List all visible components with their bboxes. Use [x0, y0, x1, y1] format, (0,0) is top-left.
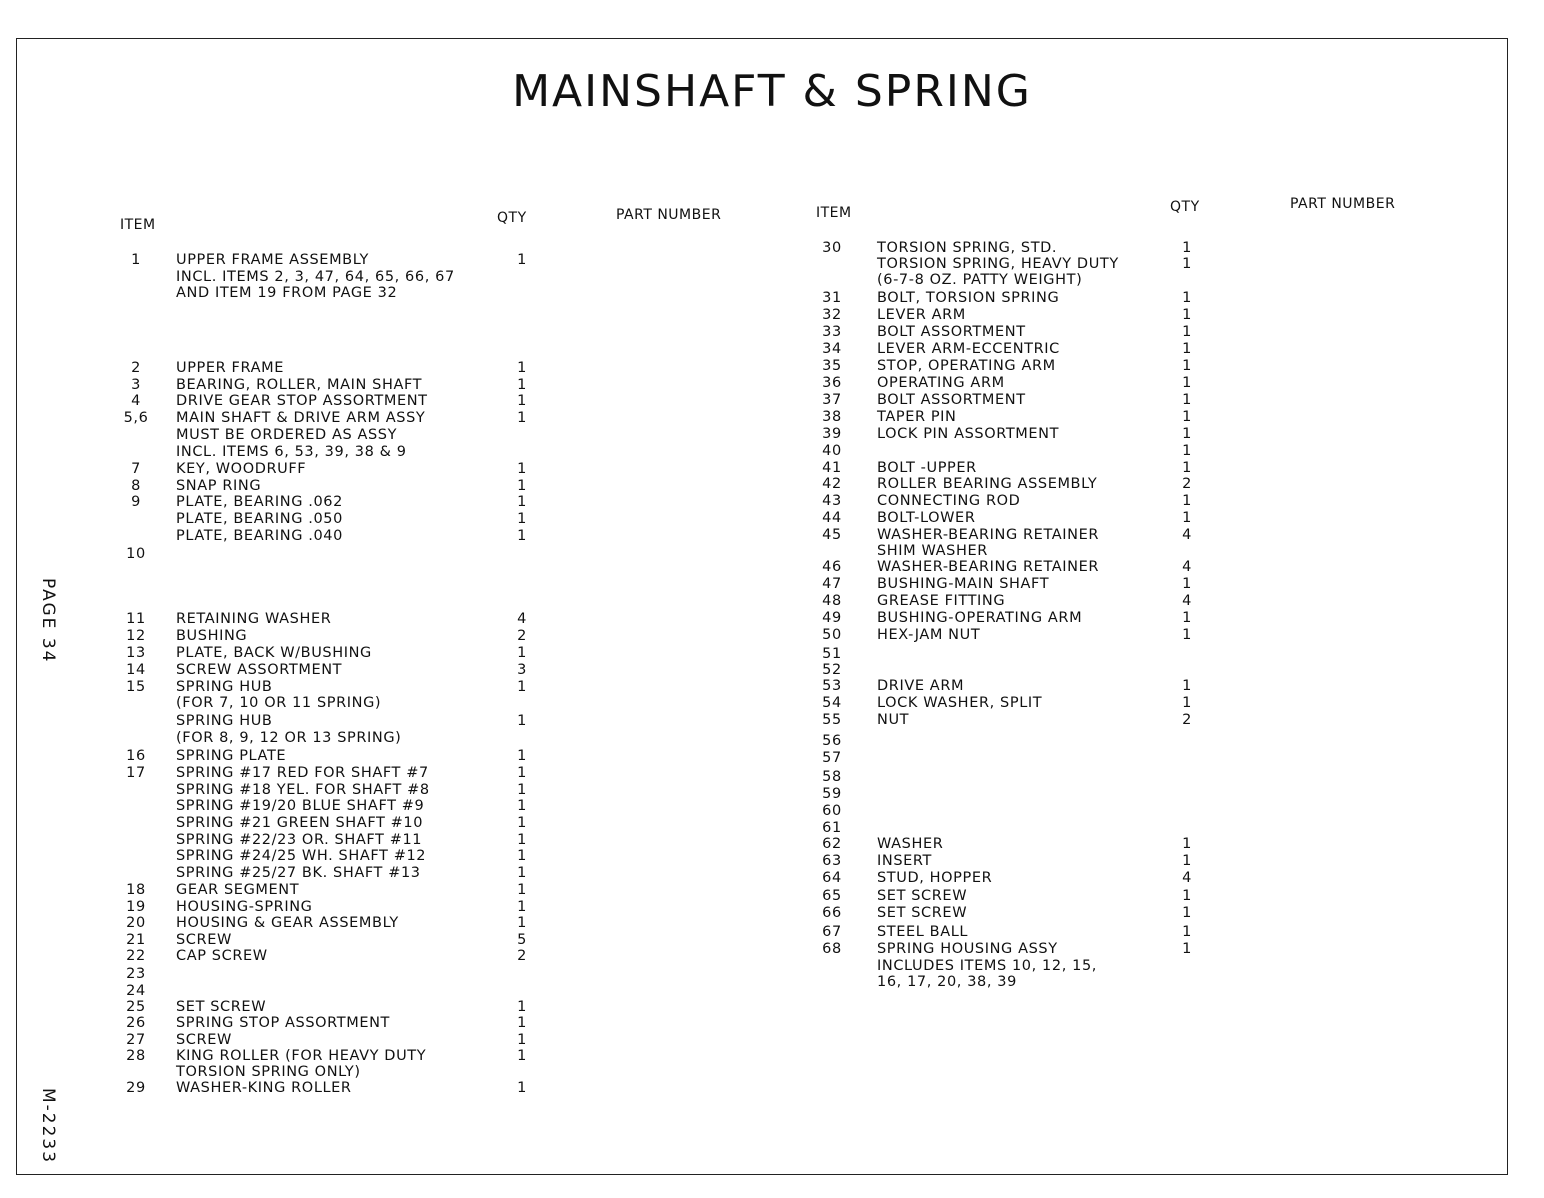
part-qty: 1 [517, 798, 527, 814]
part-desc: HOUSING-SPRING [176, 899, 313, 915]
part-item: 34 [822, 341, 842, 357]
part-desc: SPRING #19/20 BLUE SHAFT #9 [176, 798, 425, 814]
part-item: 53 [822, 678, 842, 694]
part-desc: BOLT-LOWER [877, 510, 976, 526]
part-qty: 1 [1182, 924, 1192, 940]
part-qty: 1 [1182, 941, 1192, 957]
part-qty: 1 [517, 915, 527, 931]
part-item: 3 [131, 377, 141, 393]
part-qty: 2 [517, 948, 527, 964]
part-qty: 4 [1182, 559, 1192, 575]
part-qty: 1 [517, 410, 527, 426]
part-desc: SET SCREW [877, 905, 968, 921]
part-qty: 1 [517, 832, 527, 848]
part-item: 31 [822, 290, 842, 306]
part-item: 58 [822, 769, 842, 785]
part-qty: 2 [1182, 476, 1192, 492]
part-desc: BOLT -UPPER [877, 460, 977, 476]
part-item: 27 [126, 1032, 146, 1048]
part-desc: SPRING HOUSING ASSY [877, 941, 1058, 957]
part-qty: 1 [517, 478, 527, 494]
part-desc: SPRING STOP ASSORTMENT [176, 1015, 391, 1031]
part-item: 24 [126, 983, 146, 999]
part-qty: 4 [517, 611, 527, 627]
part-desc: PLATE, BEARING .040 [176, 528, 343, 544]
part-qty: 1 [1182, 358, 1192, 374]
part-desc: BOLT ASSORTMENT [877, 324, 1026, 340]
part-item: 15 [126, 679, 146, 695]
part-item: 48 [822, 593, 842, 609]
part-desc: LEVER ARM [877, 307, 966, 323]
part-qty: 1 [517, 1015, 527, 1031]
part-item: 63 [822, 853, 842, 869]
part-item: 64 [822, 870, 842, 886]
part-qty: 1 [1182, 905, 1192, 921]
part-qty: 1 [1182, 888, 1192, 904]
part-desc: RETAINING WASHER [176, 611, 332, 627]
part-desc: STUD, HOPPER [877, 870, 993, 886]
part-qty: 1 [517, 999, 527, 1015]
part-qty: 1 [517, 461, 527, 477]
part-item: 52 [822, 662, 842, 678]
part-desc: INCL. ITEMS 2, 3, 47, 64, 65, 66, 67 [176, 269, 455, 285]
part-item: 50 [822, 627, 842, 643]
part-desc: NUT [877, 712, 910, 728]
part-item: 37 [822, 392, 842, 408]
part-qty: 1 [517, 899, 527, 915]
part-item: 46 [822, 559, 842, 575]
part-qty: 1 [517, 645, 527, 661]
part-item: 51 [822, 646, 842, 662]
part-desc: TORSION SPRING ONLY) [176, 1064, 361, 1080]
part-qty: 1 [517, 679, 527, 695]
part-qty: 1 [1182, 443, 1192, 459]
part-qty: 2 [517, 628, 527, 644]
part-item: 20 [126, 915, 146, 931]
part-qty: 1 [1182, 510, 1192, 526]
part-desc: SPRING HUB [176, 713, 273, 729]
part-desc: DRIVE GEAR STOP ASSORTMENT [176, 393, 428, 409]
part-desc: UPPER FRAME [176, 360, 284, 376]
part-qty: 1 [1182, 610, 1192, 626]
part-desc: SPRING #22/23 OR. SHAFT #11 [176, 832, 423, 848]
part-qty: 1 [1182, 836, 1192, 852]
part-qty: 1 [1182, 678, 1192, 694]
part-item: 49 [822, 610, 842, 626]
part-item: 10 [126, 546, 146, 562]
part-item: 2 [131, 360, 141, 376]
part-desc: SET SCREW [877, 888, 968, 904]
part-qty: 1 [1182, 375, 1192, 391]
part-desc: KING ROLLER (FOR HEAVY DUTY [176, 1048, 427, 1064]
part-qty: 1 [1182, 409, 1192, 425]
part-desc: UPPER FRAME ASSEMBLY [176, 252, 369, 268]
part-desc: BUSHING-OPERATING ARM [877, 610, 1083, 626]
part-desc: WASHER-BEARING RETAINER [877, 559, 1100, 575]
part-item: 60 [822, 803, 842, 819]
part-desc: MUST BE ORDERED AS ASSY [176, 427, 398, 443]
side-page-label: PAGE 34 [38, 578, 58, 664]
part-item: 33 [822, 324, 842, 340]
part-qty: 1 [517, 1080, 527, 1096]
part-item: 61 [822, 820, 842, 836]
part-desc: SHIM WASHER [877, 543, 988, 559]
part-desc: 16, 17, 20, 38, 39 [877, 974, 1017, 990]
left-item-header: ITEM [120, 217, 156, 233]
part-desc: WASHER-BEARING RETAINER [877, 527, 1100, 543]
part-desc: (FOR 7, 10 OR 11 SPRING) [176, 695, 382, 711]
part-item: 67 [822, 924, 842, 940]
right-qty-header: QTY [1170, 199, 1200, 215]
part-item: 12 [126, 628, 146, 644]
part-item: 26 [126, 1015, 146, 1031]
part-item: 36 [822, 375, 842, 391]
part-desc: SPRING PLATE [176, 748, 287, 764]
part-item: 9 [131, 494, 141, 510]
part-qty: 1 [517, 1032, 527, 1048]
part-desc: PLATE, BEARING .050 [176, 511, 343, 527]
part-qty: 1 [517, 494, 527, 510]
part-item: 39 [822, 426, 842, 442]
part-item: 25 [126, 999, 146, 1015]
part-qty: 1 [517, 882, 527, 898]
part-qty: 2 [1182, 712, 1192, 728]
part-qty: 1 [517, 360, 527, 376]
part-qty: 1 [517, 713, 527, 729]
part-item: 28 [126, 1048, 146, 1064]
part-qty: 4 [1182, 593, 1192, 609]
part-desc: TAPER PIN [877, 409, 957, 425]
part-desc: (FOR 8, 9, 12 OR 13 SPRING) [176, 730, 402, 746]
part-item: 23 [126, 966, 146, 982]
part-qty: 1 [517, 393, 527, 409]
part-desc: WASHER-KING ROLLER [176, 1080, 352, 1096]
part-qty: 5 [517, 932, 527, 948]
part-qty: 1 [1182, 493, 1192, 509]
left-qty-header: QTY [497, 210, 527, 226]
part-item: 17 [126, 765, 146, 781]
part-qty: 1 [1182, 290, 1192, 306]
part-item: 18 [126, 882, 146, 898]
part-item: 16 [126, 748, 146, 764]
part-item: 44 [822, 510, 842, 526]
part-qty: 1 [517, 848, 527, 864]
part-qty: 1 [1182, 426, 1192, 442]
side-document-code: M-2233 [38, 1088, 58, 1165]
page-title: MAINSHAFT & SPRING [512, 66, 1032, 117]
part-qty: 4 [1182, 527, 1192, 543]
part-qty: 1 [1182, 307, 1192, 323]
part-desc: MAIN SHAFT & DRIVE ARM ASSY [176, 410, 426, 426]
part-desc: CONNECTING ROD [877, 493, 1021, 509]
part-item: 8 [131, 478, 141, 494]
part-item: 40 [822, 443, 842, 459]
part-desc: STOP, OPERATING ARM [877, 358, 1056, 374]
part-qty: 1 [1182, 256, 1192, 272]
part-item: 1 [131, 252, 141, 268]
part-desc: LOCK WASHER, SPLIT [877, 695, 1043, 711]
part-desc: SNAP RING [176, 478, 262, 494]
part-desc: DRIVE ARM [877, 678, 965, 694]
part-desc: BOLT ASSORTMENT [877, 392, 1026, 408]
part-qty: 3 [517, 662, 527, 678]
part-qty: 1 [517, 748, 527, 764]
part-item: 54 [822, 695, 842, 711]
part-item: 62 [822, 836, 842, 852]
part-desc: INSERT [877, 853, 932, 869]
part-desc: OPERATING ARM [877, 375, 1005, 391]
part-desc: BEARING, ROLLER, MAIN SHAFT [176, 377, 423, 393]
part-desc: SPRING #21 GREEN SHAFT #10 [176, 815, 424, 831]
right-item-header: ITEM [816, 205, 852, 221]
part-qty: 1 [517, 528, 527, 544]
part-item: 42 [822, 476, 842, 492]
part-desc: WASHER [877, 836, 944, 852]
part-qty: 1 [1182, 392, 1192, 408]
part-item: 32 [822, 307, 842, 323]
part-item: 57 [822, 750, 842, 766]
part-desc: INCL. ITEMS 6, 53, 39, 38 & 9 [176, 444, 407, 460]
part-desc: SPRING #18 YEL. FOR SHAFT #8 [176, 782, 430, 798]
part-desc: HEX-JAM NUT [877, 627, 981, 643]
part-qty: 1 [517, 782, 527, 798]
part-qty: 1 [1182, 627, 1192, 643]
part-qty: 1 [1182, 341, 1192, 357]
part-desc: HOUSING & GEAR ASSEMBLY [176, 915, 399, 931]
part-item: 22 [126, 948, 146, 964]
part-desc: SET SCREW [176, 999, 267, 1015]
part-qty: 1 [517, 865, 527, 881]
part-desc: BUSHING [176, 628, 248, 644]
part-desc: SPRING #24/25 WH. SHAFT #12 [176, 848, 427, 864]
part-item: 43 [822, 493, 842, 509]
part-qty: 1 [1182, 695, 1192, 711]
part-item: 35 [822, 358, 842, 374]
part-item: 68 [822, 941, 842, 957]
part-item: 66 [822, 905, 842, 921]
part-item: 5,6 [123, 410, 149, 426]
part-desc: ROLLER BEARING ASSEMBLY [877, 476, 1098, 492]
part-item: 47 [822, 576, 842, 592]
part-item: 45 [822, 527, 842, 543]
part-desc: SPRING HUB [176, 679, 273, 695]
part-item: 30 [822, 240, 842, 256]
part-qty: 1 [517, 815, 527, 831]
part-desc: (6-7-8 OZ. PATTY WEIGHT) [877, 272, 1083, 288]
part-item: 7 [131, 461, 141, 477]
part-item: 19 [126, 899, 146, 915]
part-desc: BUSHING-MAIN SHAFT [877, 576, 1050, 592]
part-qty: 4 [1182, 870, 1192, 886]
part-desc: INCLUDES ITEMS 10, 12, 15, [877, 958, 1097, 974]
part-item: 13 [126, 645, 146, 661]
part-desc: LOCK PIN ASSORTMENT [877, 426, 1060, 442]
part-item: 14 [126, 662, 146, 678]
part-item: 41 [822, 460, 842, 476]
part-item: 38 [822, 409, 842, 425]
part-desc: LEVER ARM-ECCENTRIC [877, 341, 1060, 357]
part-desc: KEY, WOODRUFF [176, 461, 307, 477]
part-desc: CAP SCREW [176, 948, 268, 964]
part-desc: GEAR SEGMENT [176, 882, 300, 898]
part-desc: TORSION SPRING, HEAVY DUTY [877, 256, 1119, 272]
part-qty: 1 [1182, 240, 1192, 256]
part-item: 29 [126, 1080, 146, 1096]
part-item: 55 [822, 712, 842, 728]
part-desc: SCREW [176, 1032, 232, 1048]
part-item: 59 [822, 786, 842, 802]
part-desc: BOLT, TORSION SPRING [877, 290, 1060, 306]
part-item: 4 [131, 393, 141, 409]
part-qty: 1 [517, 511, 527, 527]
part-desc: GREASE FITTING [877, 593, 1006, 609]
part-desc: SCREW ASSORTMENT [176, 662, 343, 678]
part-desc: SPRING #17 RED FOR SHAFT #7 [176, 765, 429, 781]
part-qty: 1 [517, 377, 527, 393]
part-desc: PLATE, BACK W/BUSHING [176, 645, 372, 661]
part-desc: STEEL BALL [877, 924, 969, 940]
part-desc: SCREW [176, 932, 232, 948]
part-qty: 1 [1182, 853, 1192, 869]
part-desc: SPRING #25/27 BK. SHAFT #13 [176, 865, 421, 881]
part-item: 56 [822, 733, 842, 749]
part-desc: AND ITEM 19 FROM PAGE 32 [176, 285, 398, 301]
part-qty: 1 [1182, 324, 1192, 340]
part-qty: 1 [517, 1048, 527, 1064]
part-qty: 1 [517, 252, 527, 268]
part-qty: 1 [1182, 576, 1192, 592]
part-qty: 1 [1182, 460, 1192, 476]
part-item: 11 [126, 611, 146, 627]
part-desc: PLATE, BEARING .062 [176, 494, 343, 510]
part-qty: 1 [517, 765, 527, 781]
part-item: 65 [822, 888, 842, 904]
right-part-header: PART NUMBER [1290, 196, 1396, 212]
part-desc: TORSION SPRING, STD. [877, 240, 1058, 256]
left-part-header: PART NUMBER [616, 207, 722, 223]
part-item: 21 [126, 932, 146, 948]
